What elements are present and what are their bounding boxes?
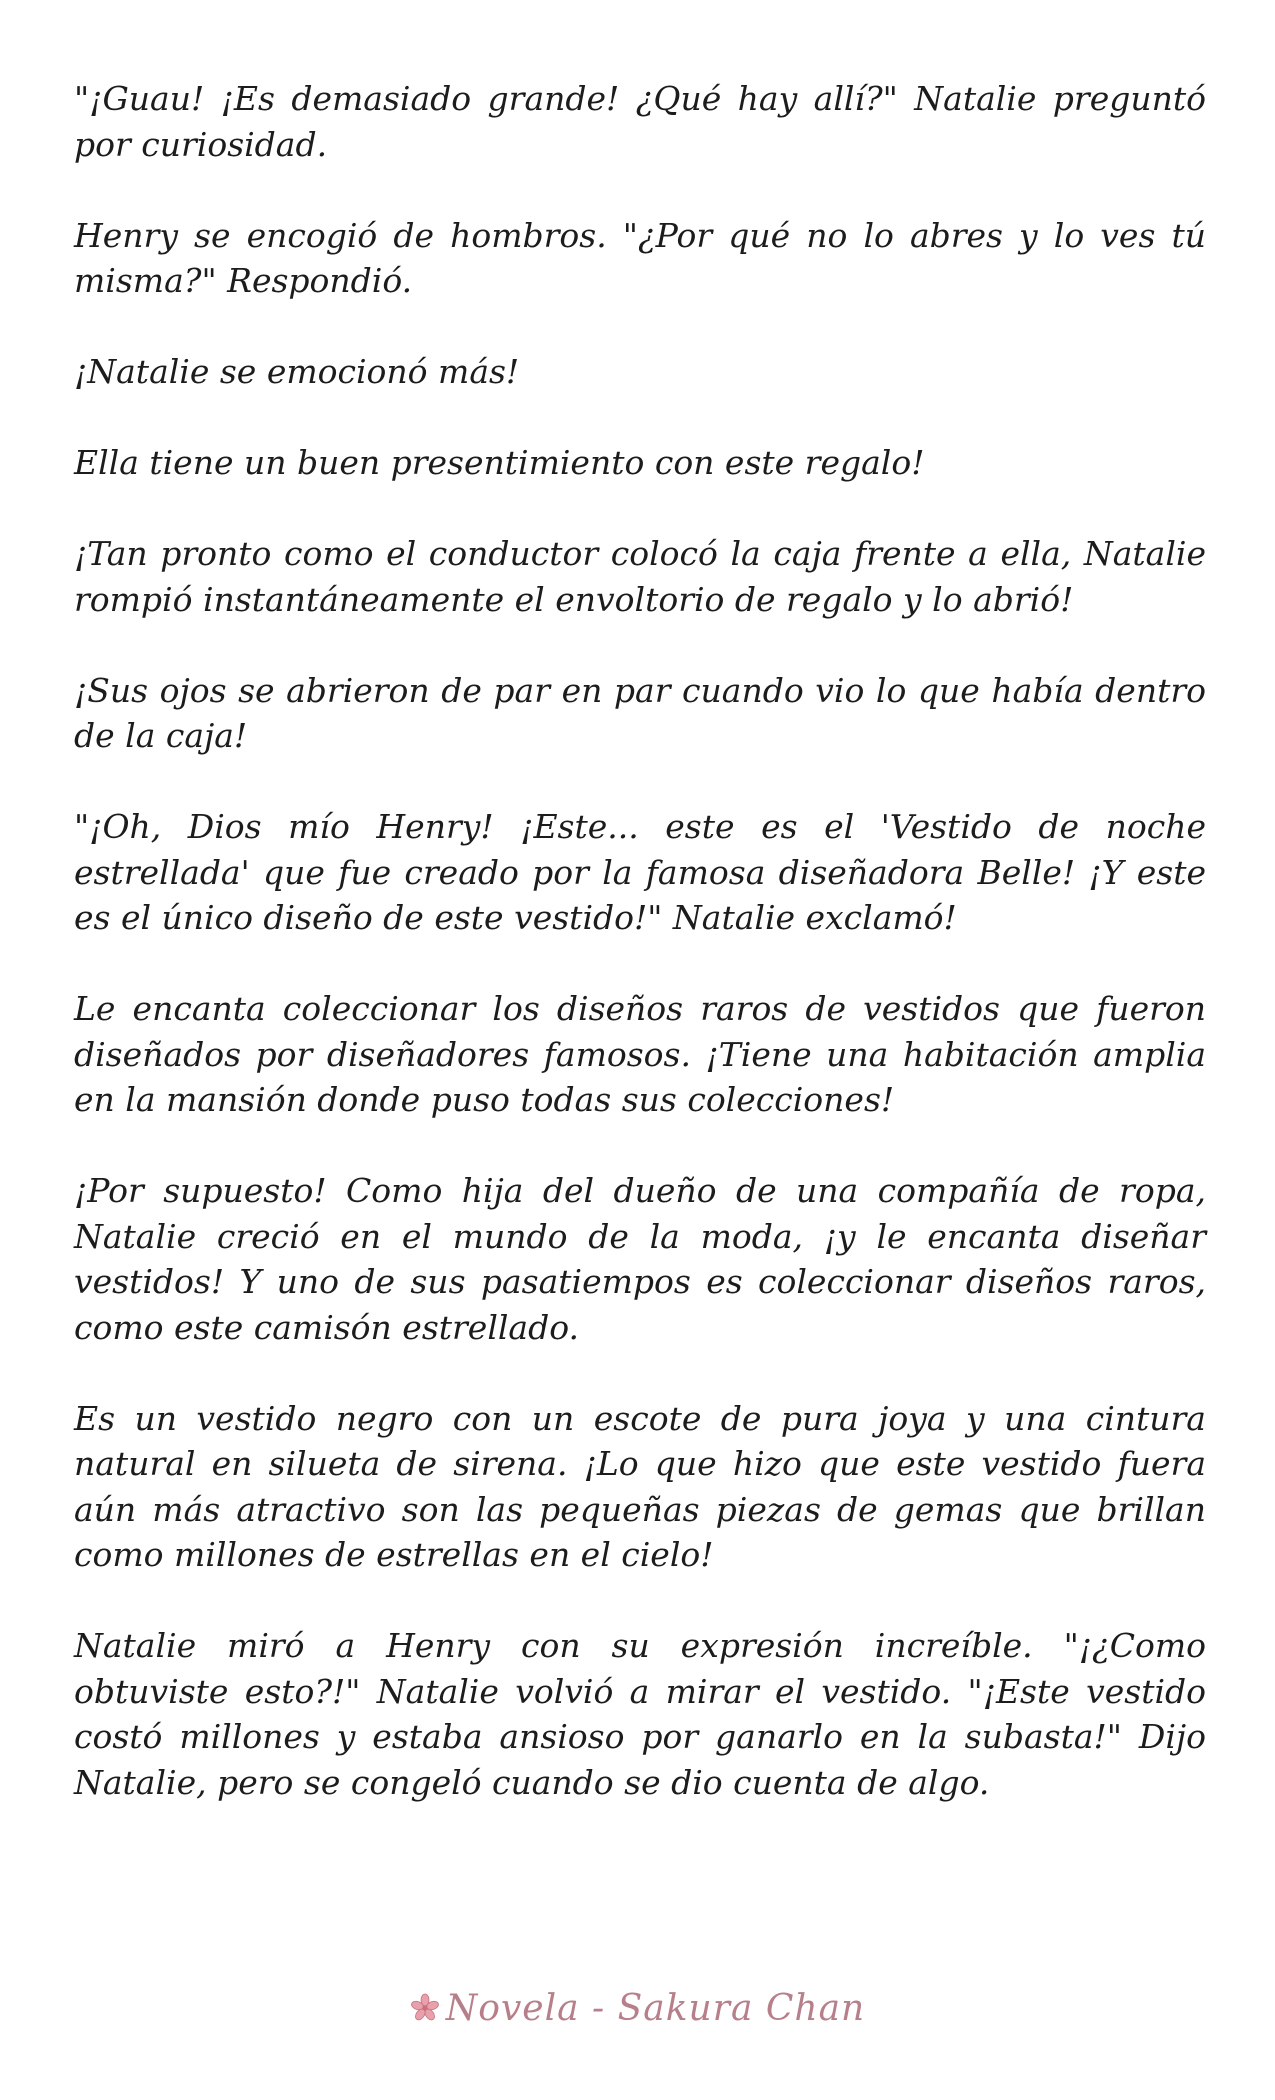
document-body <box>74 76 1206 1805</box>
paragraph: ¡Sus ojos se abrieron de par en par cuando vio lo que había dentro de la caja! <box>74 670 1206 755</box>
paragraph: Le encanta coleccionar los diseños raros de vestidos que fueron diseñados por diseñadores famosos. ¡Tiene una habitación amplia en la mansión donde puso todas sus colecciones! <box>74 989 1206 1119</box>
paragraph: Ella tiene un buen presentimiento con este regalo! <box>74 443 925 482</box>
sakura-flower-icon <box>410 1991 440 2032</box>
paragraph: Henry se encogió de hombros. "¿Por qué no lo abres y lo ves tú misma?" Respondió. <box>74 215 1206 300</box>
paragraph: ¡Por supuesto! Como hija del dueño de una compañía de ropa, Natalie creció en el mundo de la moda, ¡y le encanta diseñar vestidos! Y uno de sus pasatiempos es coleccionar diseños raros, como este camisón estrellado. <box>74 1171 1206 1347</box>
watermark <box>0 1988 1275 2032</box>
paragraph: "¡Oh, Dios mío Henry! ¡Este... este es el 'Vestido de noche estrellada' que fue creado por la famosa diseñadora Belle! ¡Y este es el único diseño de este vestido!" Natalie exclamó! <box>74 807 1206 937</box>
paragraph: Es un vestido negro con un escote de pura joya y una cintura natural en silueta de sirena. ¡Lo que hizo que este vestido fuera aún más atractivo son las pequeñas piezas de gemas que brillan como millones de estrellas en el cielo! <box>74 1398 1206 1574</box>
paragraph: ¡Tan pronto como el conductor colocó la caja frente a ella, Natalie rompió instantáneamente el envoltorio de regalo y lo abrió! <box>74 534 1206 619</box>
paragraph: Natalie miró a Henry con su expresión increíble. "¡¿Como obtuviste esto?!" Natalie volvió a mirar el vestido. "¡Este vestido costó millones y estaba ansioso por ganarlo en la subasta!" Dijo Natalie, pero se congeló cuando se dio cuenta de algo. <box>74 1626 1206 1802</box>
paragraph: ¡Natalie se emocionó más! <box>74 352 520 391</box>
watermark-text: Novela - Sakura Chan <box>445 1988 866 2029</box>
paragraph: "¡Guau! ¡Es demasiado grande! ¿Qué hay allí?" Natalie preguntó por curiosidad. <box>74 79 1206 164</box>
